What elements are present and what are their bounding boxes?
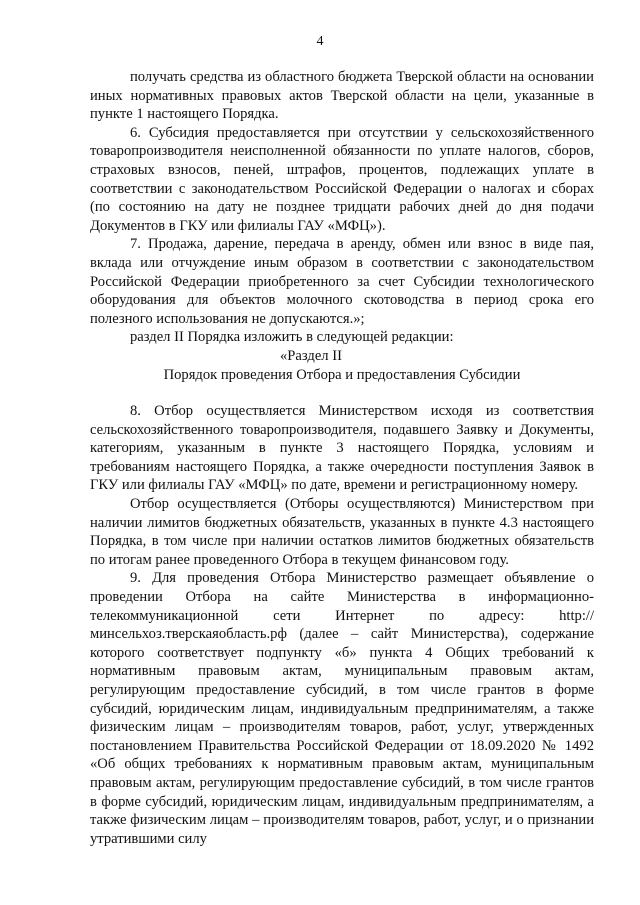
section-heading: «Раздел II (280, 347, 342, 364)
paragraph-6: 6. Субсидия предоставляется при отсутствии у сельскохозяйственного товаропроизводителя неисполненной обязанности по уплате налогов, сборов, страховых взносов, пеней, штрафов, процентов, подлежащих уплате в соответствии с законодательством Российской Федерации о налогах и сборах (по состоянию на дату не позднее тридцати рабочих дней до дня подачи Документов в ГКУ или филиалы ГАУ «МФЦ»). (90, 124, 594, 234)
document-body (90, 68, 594, 848)
section-spacer (90, 384, 594, 402)
paragraph-continuation: получать средства из областного бюджета Тверской области на основании иных нормативных правовых актов Тверской области на цели, указанные в пункте 1 настоящего Порядка. (90, 69, 594, 123)
paragraph-9: 9. Для проведения Отбора Министерство размещает объявление о проведении Отбора на сайте Министерства в информационно-телекоммуникационной сети Интернет по адресу: http://минсельхоз.тверскаяобласть.рф (далее – сайт Министерства), содержание которого соответствует подпункту «б» пункта 4 Общих требований к нормативным правовым актам, муниципальным правовым актам, регулирующим предоставление субсидий, в том числе грантов в форме субсидий, юридическим лицам, индивидуальным предпринимателям, а также физическим лицам – производителям товаров, работ, услуг, утвержденных постановлением Правительства Российской Федерации от 18.09.2020 № 1492 «Об общих требованиях к нормативным правовым актам, муниципальным правовым актам, регулирующим предоставление субсидий, в том числе грантов в форме субсидий, юридическим лицам, индивидуальным предпринимателям, а также физическим лицам – производителям товаров, работ, услуг, и о признании утратившими силу (90, 570, 594, 847)
paragraph-8: 8. Отбор осуществляется Министерством исходя из соответствия сельскохозяйственного товаропроизводителя, подавшего Заявку и Документы, категориям, указанным в пункте 3 настоящего Порядка, условиям и требованиям настоящего Порядка, а также очередности поступления Заявок в ГКУ или филиалы ГАУ «МФЦ» по дате, времени и регистрационному номеру. (90, 403, 594, 494)
section-intro: раздел II Порядка изложить в следующей редакции: (130, 329, 454, 346)
paragraph-8-continued: Отбор осуществляется (Отборы осуществляются) Министерством при наличии лимитов бюджетных обязательств, указанных в пункте 4.3 настоящего Порядка, в том числе при наличии остатков лимитов бюджетных обязательств по итогам ранее проведенного Отбора в текущем финансовом году. (90, 496, 594, 568)
section-title: Порядок проведения Отбора и предоставления Субсидии (163, 366, 521, 383)
page-number: 4 (316, 34, 324, 49)
paragraph-7: 7. Продажа, дарение, передача в аренду, обмен или взнос в виде пая, вклада или отчуждение иным образом в соответствии с законодательством Российской Федерации приобретенного за счет Субсидии технологического оборудования для объектов молочного скотоводства в период срока его полезного использования не допускаются.»; (90, 236, 594, 327)
